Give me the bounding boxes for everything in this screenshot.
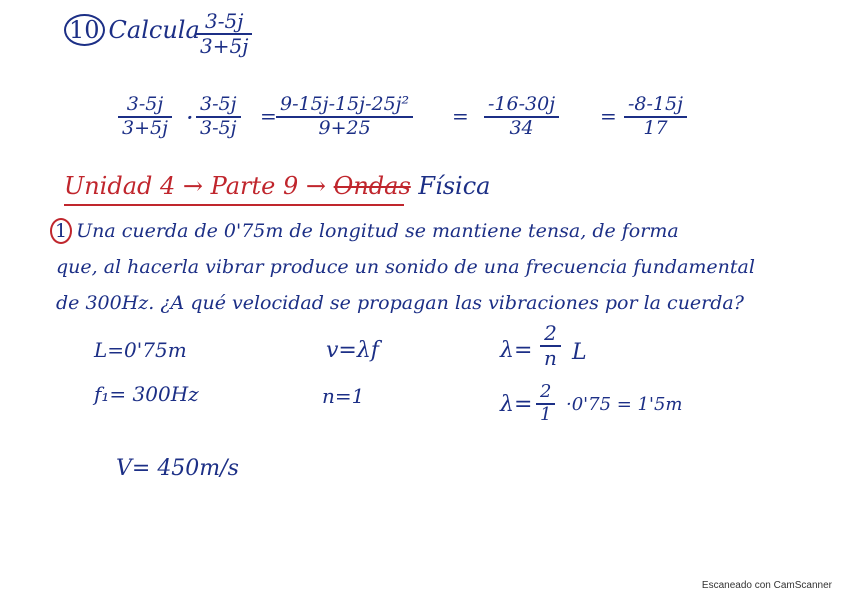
given-length: L=0'75m	[94, 338, 187, 362]
wavelength-formula-lhs: λ=	[500, 338, 533, 363]
exercise-number: 10	[64, 14, 105, 46]
exercise-title: Calcula	[108, 16, 200, 44]
wavelength-formula-fraction	[540, 322, 561, 370]
solution-fraction-2	[196, 94, 241, 140]
given-frequency: f₁= 300Hz	[94, 382, 199, 406]
solution-fraction-1	[118, 94, 172, 140]
numerator: 3-5j	[118, 94, 172, 118]
numerator: 2	[540, 322, 561, 347]
solution-fraction-3	[276, 94, 413, 140]
numerator: 2	[536, 382, 555, 405]
velocity-formula: v=λf	[326, 338, 379, 363]
denominator: 1	[540, 403, 552, 425]
numerator: -16-30j	[484, 94, 559, 118]
scanner-watermark: Escaneado con CamScanner	[701, 580, 832, 591]
fraction-denominator: 3+5j	[200, 34, 249, 58]
velocity-result: V= 450m/s	[116, 456, 239, 481]
equals-sign: =	[452, 104, 469, 128]
harmonic-number: n=1	[322, 384, 365, 408]
section-heading	[64, 172, 490, 200]
section-text: Unidad 4 → Parte 9 →	[64, 172, 326, 200]
multiply-dot: ·	[186, 104, 194, 132]
solution-fraction-5	[624, 94, 687, 140]
denominator: 34	[509, 116, 534, 139]
problem-1-line-3: de 300Hz. ¿A qué velocidad se propagan las vibraciones por la cuerda?	[56, 292, 744, 314]
wavelength-formula-length: L	[572, 340, 587, 365]
exercise-10-label	[64, 14, 200, 46]
denominator: 3+5j	[122, 116, 168, 139]
section-tail: Física	[418, 172, 491, 200]
fraction-numerator: 3-5j	[196, 10, 252, 35]
problem-text: Una cuerda de 0'75m de longitud se mantiene tensa, de forma	[76, 220, 679, 242]
wavelength-calc-lhs: λ=	[500, 392, 533, 417]
wavelength-calc-fraction	[536, 382, 555, 425]
problem-number: 1	[50, 218, 72, 244]
exercise-10-fraction	[196, 10, 252, 58]
numerator: 9-15j-15j-25j²	[276, 94, 413, 118]
section-underline	[64, 204, 404, 206]
denominator: 3-5j	[200, 116, 237, 139]
numerator: -8-15j	[624, 94, 687, 118]
equals-sign: =	[260, 104, 277, 128]
section-struck-word: Ondas	[333, 172, 411, 200]
denominator: 9+25	[318, 116, 371, 139]
wavelength-calc-result: ·0'75 = 1'5m	[566, 394, 683, 415]
problem-1-line-1	[50, 218, 679, 244]
equals-sign: =	[600, 104, 617, 128]
problem-1-line-2: que, al hacerla vibrar produce un sonido de una frecuencia fundamental	[56, 256, 755, 278]
solution-fraction-4	[484, 94, 559, 140]
denominator: n	[544, 346, 557, 370]
denominator: 17	[643, 116, 668, 139]
numerator: 3-5j	[196, 94, 241, 118]
